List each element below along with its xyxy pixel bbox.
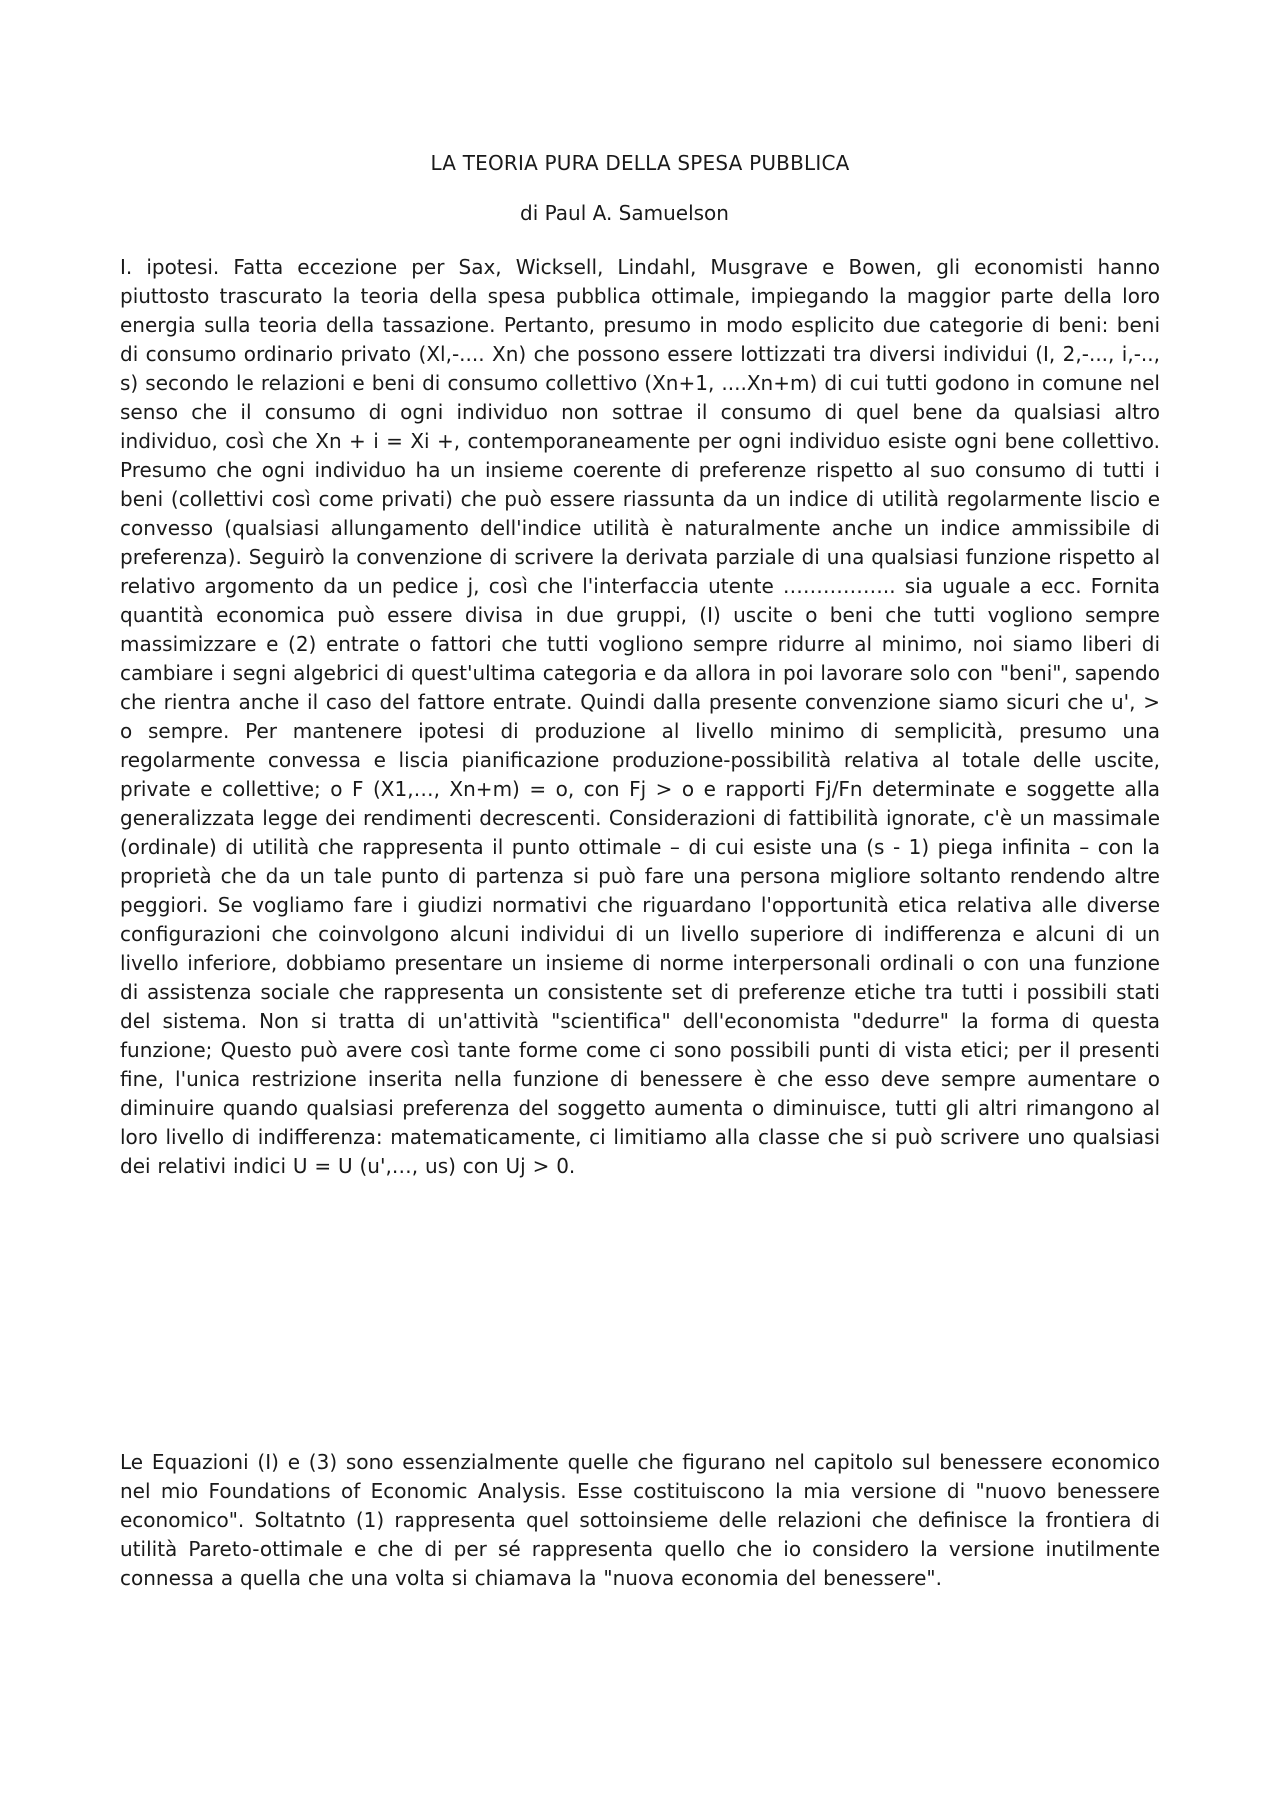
- paragraph-ipotesi: I. ipotesi. Fatta eccezione per Sax, Wicksell, Lindahl, Musgrave e Bowen, gli economisti hanno piuttosto trascurato la teoria della spesa pubblica ottimale, impiegando la maggior parte della loro energia sulla teoria della tassazione. Pertanto, presumo in modo esplicito due categorie di beni: beni di consumo ordinario privato (Xl,-.... Xn) che possono essere lottizzati tra diversi individui (I, 2,-..., i,-.., s) secondo le relazioni e beni di consumo collettivo (Xn+1, ....Xn+m) di cui tutti godono in comune nel senso che il consumo di ogni individuo non sottrae il consumo di quel bene da qualsiasi altro individuo, così che Xn + i = Xi +, contemporaneamente per ogni individuo esiste ogni bene collettivo. Presumo che ogni individuo ha un insieme coerente di preferenze rispetto al suo consumo di tutti i beni (collettivi così come privati) che può essere riassunta da un indice di utilità regolarmente liscio e convesso (qualsiasi allungamento dell'indice utilità è naturalmente anche un indice ammissibile di preferenza). Seguirò la convenzione di scrivere la derivata parziale di una qualsiasi funzione rispetto al relativo argomento da un pedice j, così che l'interfaccia utente …………….. sia uguale a ecc. Fornita quantità economica può essere divisa in due gruppi, (I) uscite o beni che tutti vogliono sempre massimizzare e (2) entrate o fattori che tutti vogliono sempre ridurre al minimo, noi siamo liberi di cambiare i segni algebrici di quest'ultima categoria e da allora in poi lavorare solo con "beni", sapendo che rientra anche il caso del fattore entrate. Quindi dalla presente convenzione siamo sicuri che u', > o sempre. Per mantenere ipotesi di produzione al livello minimo di semplicità, presumo una regolarmente convessa e liscia pianificazione produzione-possibilità relativa al totale delle uscite, private e collettive; o F (X1,…, Xn+m) = o, con Fj > o e rapporti Fj/Fn determinate e soggette alla generalizzata legge dei rendimenti decrescenti. Considerazioni di fattibilità ignorate, c'è un massimale (ordinale) di utilità che rappresenta il punto ottimale – di cui esiste una (s - 1) piega infinita – con la proprietà che da un tale punto di partenza si può fare una persona migliore soltanto rendendo altre peggiori. Se vogliamo fare i giudizi normativi che riguardano l'opportunità etica relativa alle diverse configurazioni che coinvolgono alcuni individui di un livello superiore di indifferenza e alcuni di un livello inferiore, dobbiamo presentare un insieme di norme interpersonali ordinali o con una funzione di assistenza sociale che rappresenta un consistente set di preferenze etiche tra tutti i possibili stati del sistema. Non si tratta di un'attività "scientifica" dell'economista "dedurre" la forma di questa funzione; Questo può avere così tante forme come ci sono possibili punti di vista etici; per il presenti fine, l'unica restrizione inserita nella funzione di benessere è che esso deve sempre aumentare o diminuire quando qualsiasi preferenza del soggetto aumenta o diminuisce, tutti gli altri rimangono al loro livello di indifferenza: matematicamente, ci limitiamo alla classe che si può scrivere uno qualsiasi dei relativi indici U = U (u',…, us) con Uj > 0.: [120, 255, 1160, 1178]
- document-author: di Paul A. Samuelson: [520, 201, 729, 225]
- document-title: LA TEORIA PURA DELLA SPESA PUBBLICA: [430, 151, 850, 175]
- paragraph-equazioni: Le Equazioni (I) e (3) sono essenzialmente quelle che figurano nel capitolo sul benessere economico nel mio Foundations of Economic Analysis. Esse costituiscono la mia versione di "nuovo benessere economico". Soltatnto (1) rappresenta quel sottoinsieme delle relazioni che definisce la frontiera di utilità Pareto-ottimale e che di per sé rappresenta quello che io considero la versione inutilmente connessa a quella che una volta si chiamava la "nuova economia del benessere".: [120, 1450, 1160, 1590]
